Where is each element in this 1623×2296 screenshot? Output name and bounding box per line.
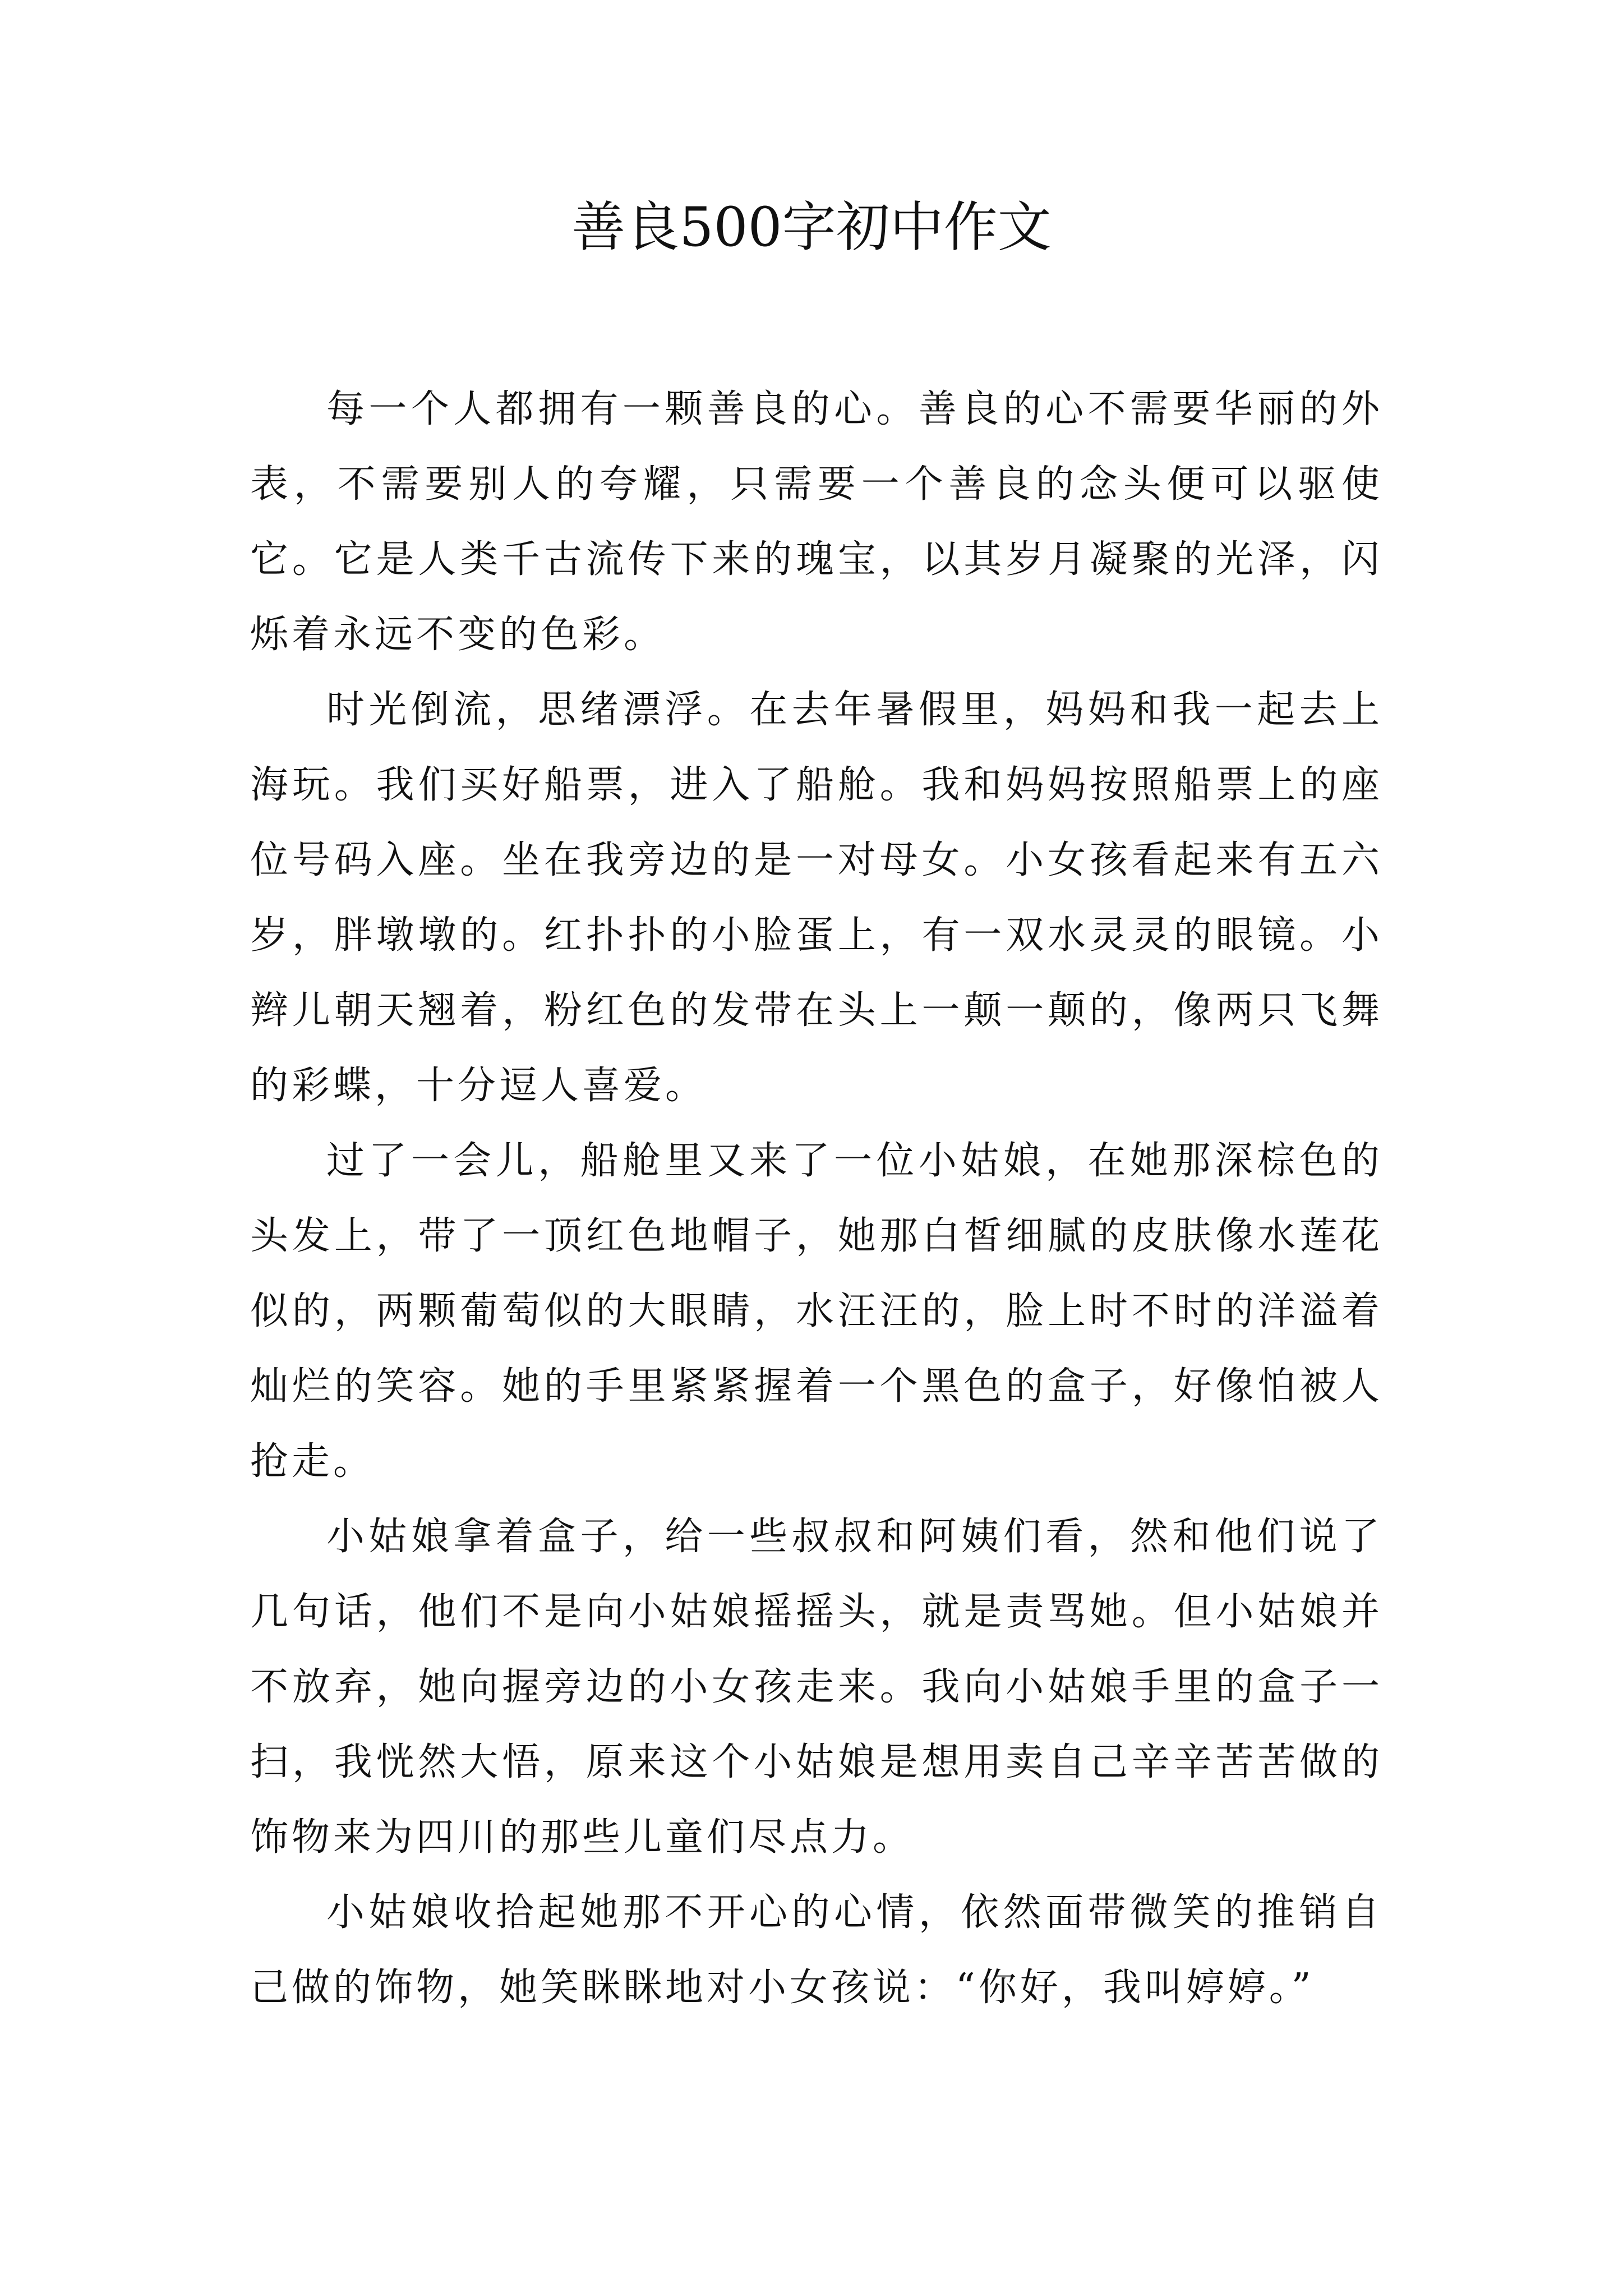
paragraph: 过了一会儿，船舱里又来了一位小姑娘，在她那深棕色的头发上，带了一顶红色地帽子，她那白皙细腻的皮肤像水莲花似的，两颗葡萄似的大眼睛，水汪汪的，脸上时不时的洋溢着灿烂的笑容。她的手里紧紧握着一个黑色的盒子，好像怕被人抢走。 xyxy=(250,1139,1383,1484)
paragraph: 时光倒流，思绪漂浮。在去年暑假里，妈妈和我一起去上海玩。我们买好船票，进入了船舱。我和妈妈按照船票上的座位号码入座。坐在我旁边的是一对母女。小女孩看起来有五六岁，胖墩墩的。红扑扑的小脸蛋上，有一双水灵灵的眼镜。小辫儿朝天翘着，粉红色的发带在头上一颠一颠的，像两只飞舞的彩蝶，十分逗人喜爱。 xyxy=(250,688,1383,1108)
paragraph: 小姑娘收拾起她那不开心的心情，依然面带微笑的推销自己做的饰物，她笑眯眯地对小女孩说：“你好，我叫婷婷。” xyxy=(250,1890,1383,2010)
document-title: 善良500字初中作文 xyxy=(571,196,1052,259)
paragraph: 每一个人都拥有一颗善良的心。善良的心不需要华丽的外表，不需要别人的夸耀，只需要一个善良的念头便可以驱使它。它是人类千古流传下来的瑰宝，以其岁月凝聚的光泽，闪烁着永远不变的色彩。 xyxy=(250,387,1383,657)
document-body xyxy=(250,372,1383,2026)
paragraph: 小姑娘拿着盒子，给一些叔叔和阿姨们看，然和他们说了几句话，他们不是向小姑娘摇摇头，就是责骂她。但小姑娘并不放弃，她向握旁边的小女孩走来。我向小姑娘手里的盒子一扫，我恍然大悟，原来这个小姑娘是想用卖自己辛辛苦苦做的饰物来为四川的那些儿童们尽点力。 xyxy=(250,1515,1383,1860)
